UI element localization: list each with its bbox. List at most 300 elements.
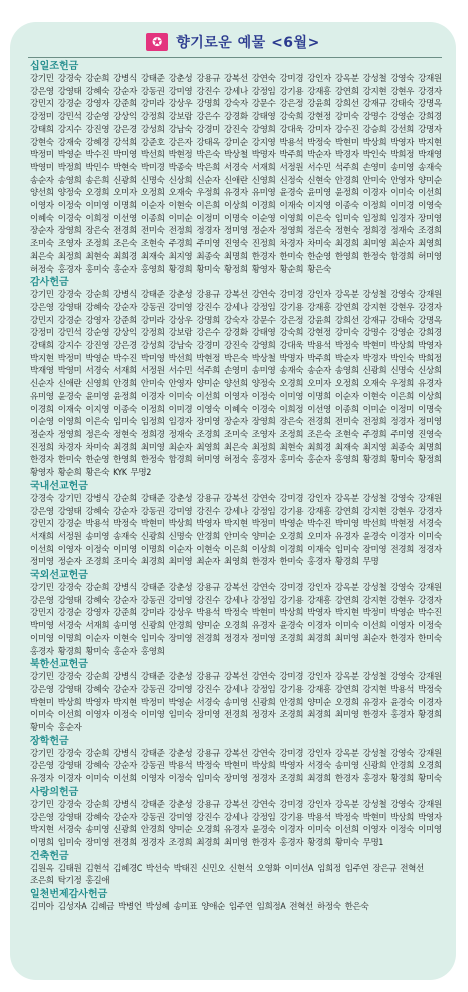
donor-name: 강옥분 [334,672,359,683]
donor-name: 강경화 [224,112,248,123]
donor-name: 강인자 [307,583,331,594]
donor-name: 강대욱 [279,124,304,135]
donor-name: 박영미 [57,366,82,377]
donor-name: 강경순 [57,519,82,530]
donor-name: 김미아 [30,902,54,913]
donor-name: 박주희 [307,353,331,364]
donor-name: 박영자 [85,697,110,708]
donor-name: 박용석 [168,761,193,772]
donor-name: 박지현 [418,137,442,148]
donor-name: 유경자 [418,379,442,390]
donor-name: 양선희 [30,188,54,199]
donor-name: 윤정희 [113,391,137,402]
donor-name: 강진수 [196,506,221,517]
donor-name: 강미영 [168,302,193,313]
donor-name: 강경순 [57,99,82,110]
section-heading: 국외선교헌금 [30,570,88,582]
donor-name: 강옥분 [334,493,359,504]
donor-name: 박정숙 [307,137,331,148]
donor-name: 강미영 [168,812,193,823]
donor-name: 서재희 [113,366,137,377]
donor-name: 박정희 [57,162,82,173]
donor-name: 진영숙 [418,429,442,440]
donor-name: 우정희 [196,188,221,199]
donor-name: 정경자 [390,417,415,428]
donor-name: 강춘성 [168,748,193,759]
donor-name: 양미순 [168,825,193,836]
donor-name: 이지영 [85,404,110,415]
donor-name: 박병언 [118,902,142,913]
donor-name: 강미영 [168,684,193,695]
donor-name: 이경숙 [57,213,82,224]
donor-name: 정현숙 [113,429,137,440]
donor-name: 이은희 [390,391,415,402]
donor-name: 강태희 [30,341,54,352]
donor-name: 이경자 [307,621,331,632]
donor-name: 박은숙 [224,353,248,364]
donor-name: 박미영 [334,519,359,530]
donor-name: 박정숙 [224,608,248,619]
donor-name: 강경숙 [57,583,82,594]
donor-name: 조현숙 [140,239,165,250]
donor-name: 최종숙 [196,251,221,262]
donor-name: 강재흥 [307,86,331,97]
donor-name: 황미숙 [30,723,54,734]
donor-name: 강민지 [30,315,54,326]
donor-name: 강영숙 [390,748,415,759]
donor-name: 최미영 [224,837,248,848]
donor-name: 강명수 [362,328,387,339]
donor-name: 강재원 [418,748,442,759]
donor-name: 강재원 [418,799,442,810]
donor-name: 강대욱 [279,341,304,352]
donor-name: 전혁선 [289,902,313,913]
donor-name: 서경숙 [418,519,442,530]
donor-name: 최명희 [224,251,248,262]
donor-name: 신상희 [418,366,442,377]
donor-name: 박영순 [168,697,193,708]
donor-name: 최미영 [168,557,193,568]
donor-name: 서재희 [85,621,110,632]
donor-name: 정순자 [30,429,54,440]
donor-name: 강병식 [113,672,137,683]
donor-name: 강재흥 [307,302,331,313]
donor-name: 강현우 [390,595,415,606]
donor-name: 강인자 [307,493,331,504]
donor-name: 홍경자 [390,710,415,721]
donor-name: 이경자 [57,774,82,785]
donor-name: 강춘성 [168,74,193,84]
donor-name: 임정희 [140,417,165,428]
donor-name: 강진수 [196,302,221,313]
donor-name: 임희정 [317,863,341,874]
donor-name: 황은숙 [307,264,331,275]
donor-name: 박정미 [30,150,54,161]
donor-name: 안미숙 [362,175,387,186]
donor-name: 강연희 [334,506,359,517]
donor-name: 강순희 [85,672,110,683]
donor-name: 박정미 [57,353,82,364]
donor-name: 강연숙 [251,290,276,301]
donor-name: 최은숙 [30,251,54,262]
donor-name: 강재규 [362,99,387,110]
donor-name: 조정희 [279,429,304,440]
donor-name: 박지현 [334,608,359,619]
donor-name: 이미순 [168,213,193,224]
donor-name: 한경자 [251,557,276,568]
donor-name: 강순자 [113,302,137,313]
donor-name: 강영숙 [390,672,415,683]
donor-name: 송영희 [334,366,359,377]
donor-name: 임미숙 [113,417,137,428]
donor-name: 강세나 [224,302,248,313]
donor-name: 강은영 [30,761,54,772]
donor-name: 강재원 [418,74,442,84]
donor-name: 차경자 [279,239,304,250]
donor-name: 장미영 [224,774,248,785]
donor-name: 안경희 [279,697,304,708]
donor-name: 이상희 [251,544,276,555]
donor-name: 이정숙 [57,201,82,212]
donor-name: 신광희 [140,531,165,542]
donor-name: 장미영 [196,417,221,428]
donor-name: 강용규 [196,672,221,683]
donor-name: 강태영 [251,328,276,339]
donor-name: 강은수 [196,112,221,123]
donor-name: 강동권 [140,761,165,772]
donor-name: 서수민 [307,162,331,173]
donor-name: 오미자 [307,531,331,542]
donor-name: 서경숙 [57,825,82,836]
donor-name: 박정숙 [418,684,442,695]
donor-name: 박인숙 [362,150,387,161]
donor-name: 강지현 [362,684,387,695]
donor-name: 강경순 [57,608,82,619]
donor-name: 강용규 [196,74,221,84]
donor-name: 이경희 [279,544,304,555]
donor-name: 전정희 [362,417,387,428]
donor-name: 무명1 [362,837,383,848]
donor-name: 강병식 [113,583,137,594]
section-heading: 국내선교헌금 [30,480,88,492]
donor-name-list [30,493,448,569]
donor-name: 이선영 [113,213,137,224]
donor-name: 강연숙 [251,799,276,810]
donor-name: 최은숙 [224,442,248,453]
donor-name: 황경희 [307,837,331,848]
donor-name: 유경자 [334,531,359,542]
donor-name: 홍순자 [307,455,331,466]
donor-name: 강명희 [196,99,221,110]
donor-name: 한정숙 [140,455,165,466]
section-heading: 십일조헌금 [30,61,79,72]
donor-name: 이미영 [113,544,137,555]
donor-name: 강현정 [307,112,331,123]
donor-name: 정미영 [418,417,442,428]
donor-name: 김태원 [57,863,82,874]
donor-name: 박선희 [140,150,165,161]
donor-name: 한미숙 [57,455,82,466]
donor-name: 강태옥 [196,137,221,148]
donor-name: 임정희 [362,213,387,224]
donor-name: 한순영 [85,455,110,466]
donor-name: 정희경 [140,429,165,440]
donor-name: 강영태 [57,812,82,823]
donor-name: 김현석 [85,863,110,874]
donor-name: 강영숙 [390,799,415,810]
donor-name: 이명희 [57,633,82,644]
donor-name: 서경숙 [307,761,331,772]
donor-name: 강은정 [279,315,304,326]
donor-name: 박상희 [168,519,193,530]
donor-name: 이미영 [279,391,304,402]
donor-name: 강은영 [30,684,54,695]
donor-name: 안미숙 [224,531,248,542]
donor-name: 홍경자 [57,264,82,275]
donor-name: 석주희 [334,162,359,173]
donor-name: 윤경숙 [279,621,304,632]
donor-name: 강병식 [113,799,137,810]
donor-name: 강정희 [140,328,165,339]
donor-name: 강숙희 [279,328,304,339]
donor-name: 조영자 [57,239,82,250]
donor-name: 이순자 [85,633,110,644]
donor-name: 강정미 [30,112,54,123]
donor-name: 황정희 [224,264,248,275]
donor-name: 강경자 [418,595,442,606]
donor-name: 송미영 [85,531,110,542]
donor-name: 홍미숙 [279,455,304,466]
donor-name: 이경자 [140,391,165,402]
donor-name: 강혜경 [85,137,110,148]
donor-name: 강인자 [307,290,331,301]
donor-name: 강영숙 [390,74,415,84]
donor-name: 양선희 [224,379,248,390]
donor-name: 강은영 [30,812,54,823]
donor-name: 강진숙 [224,341,248,352]
donor-name: 이미영 [140,710,165,721]
donor-name: 안경희 [196,531,221,542]
donor-name: 강성철 [362,799,387,810]
donor-name: 강경숙 [57,672,82,683]
donor-name: 유경자 [224,188,248,199]
title-divider [28,57,442,58]
donor-name: 강정임 [251,684,276,695]
donor-name: 강문수 [251,99,276,110]
donor-name: 전혁선 [400,863,424,874]
donor-name: 주경희 [168,239,193,250]
donor-name: 강병식 [113,748,137,759]
donor-name: 박상희 [279,608,304,619]
donor-name: 황경희 [334,557,359,568]
donor-name: 강동권 [140,506,165,517]
donor-name: 강춘성 [168,799,193,810]
donor-name: 최순자 [362,633,387,644]
donor-name: 주미영 [390,429,415,440]
donor-name: 홍순자 [113,646,137,657]
donor-name: 강기민 [30,290,54,301]
donor-name: 양미순 [418,175,442,186]
donor-name: 최명희 [418,442,442,453]
section-heading: 북한선교헌금 [30,659,88,671]
donor-name: 강민석 [57,112,82,123]
donor-name: 박정숙 [334,341,359,352]
donor-name: 최정희 [251,442,276,453]
donor-name: 강영태 [57,761,82,772]
donor-name: 오경희 [279,379,304,390]
donor-name: 강은영 [30,595,54,606]
donor-name: 강영태 [57,684,82,695]
donor-name-list [30,289,448,480]
donor-name: 박정숙 [334,812,359,823]
donor-name: 이혜숙 [224,404,248,415]
donor-name: 강재원 [418,672,442,683]
donor-name: 박정숙 [113,519,137,530]
donor-name: 임희정A [256,902,286,913]
donor-name: 강은영 [30,302,54,313]
donor-name: 강순자 [113,595,137,606]
donor-name: 강세나 [224,506,248,517]
donor-name: 강기민 [30,672,54,683]
donor-name: 강경숙 [57,290,82,301]
donor-name: 강미라 [140,99,165,110]
donor-name: 박상희 [251,761,276,772]
donor-name: 한경자 [251,251,276,262]
donor-name: 박영자 [279,761,304,772]
donor-name: 주경희 [362,429,387,440]
donor-name: 송미영 [113,621,137,632]
donor-name: 강경자 [418,302,442,313]
donor-name: 박수진 [307,519,331,530]
donor-name: 오경희 [418,761,442,772]
donor-name: 최경희 [196,837,221,848]
donor-name: 강미라 [140,608,165,619]
donor-name: 황경희 [362,455,387,466]
donor-name: 강순희 [85,799,110,810]
donor-name: 최영희 [196,442,221,453]
donor-name: 강상익 [113,112,137,123]
donor-name: 장영희 [57,226,82,237]
donor-name: 박용석 [307,341,331,352]
section-heading: 건축헌금 [30,850,69,862]
donor-name: 전경희 [113,837,137,848]
donor-name: 강민지 [30,608,54,619]
donor-name: 박경자 [334,150,359,161]
donor-name: 강승희 [362,124,387,135]
donor-name: 강태준 [140,672,165,683]
donor-name: 박현숙 [113,162,137,173]
donor-name: 서정원 [279,162,304,173]
donor-name: 박은희 [196,162,221,173]
donor-name: 이순자 [334,391,359,402]
donor-name: 이순자 [168,544,193,555]
donor-name: 박현미 [362,341,387,352]
donor-name: 강복선 [224,583,248,594]
donor-name: 홍경자 [362,774,387,785]
donor-name: 전미숙 [334,417,359,428]
donor-name: 임경자 [168,417,193,428]
donor-name: 임경자 [390,213,415,224]
donor-name: 서경숙 [85,366,110,377]
donor-name: 신광희 [140,621,165,632]
donor-name: 한영희 [334,251,359,262]
donor-name: 유미영 [30,391,54,402]
donor-name: 우정희 [390,379,415,390]
donor-name: 강준호 [140,137,165,148]
donor-name: 신애란 [57,379,82,390]
donor-name: 양정숙 [251,379,276,390]
donor-name: 유경자 [362,697,387,708]
donor-name: 이경자 [279,825,304,836]
donor-name: 강춘성 [168,672,193,683]
donor-name: 김원옥 [30,863,54,874]
donor-name: 이종희 [334,404,359,415]
donor-name: 최경희 [140,557,165,568]
donor-name: 강순자 [113,684,137,695]
donor-name: 허정숙 [30,264,54,275]
donor-name: 안경희 [390,761,415,772]
donor-name: 이미경 [390,201,415,212]
donor-name: 강순희 [85,583,110,594]
donor-name: 박영순 [57,150,82,161]
section-heading: 사랑의헌금 [30,786,79,798]
donor-name: 임미숙 [168,710,193,721]
donor-name: 강준희 [113,608,137,619]
section-heading: 장학헌금 [30,735,69,747]
donor-name: 정경자 [418,544,442,555]
donor-name: 박은숙 [196,150,221,161]
donor-name: 조경희 [418,226,442,237]
donor-name: 박영순 [279,519,304,530]
donor-name: 임미숙 [140,633,165,644]
donor-name: 안영자 [390,175,415,186]
donor-name: 조경희 [279,710,304,721]
donor-name: 강혜숙 [85,86,110,97]
donor-name: 이선영 [307,404,331,415]
donor-name: 황정희 [418,455,442,466]
ribbon-icon: ✪ [146,33,168,51]
donor-name: 이순영 [30,417,54,428]
donor-name: 최지영 [362,442,387,453]
donor-name: 홍영희 [334,455,359,466]
donor-name: 강병식 [113,74,137,84]
donor-name: 이영자 [57,544,82,555]
donor-name: 강민지 [30,519,54,530]
section-heading: 감사헌금 [30,277,69,289]
donor-name: 강미경 [279,799,304,810]
donor-name: 이희정 [85,213,110,224]
donor-name: 강기용 [279,595,304,606]
donor-name: 황경희 [168,264,193,275]
donor-name: 송영희 [57,175,82,186]
donor-name: 이선희 [418,188,442,199]
donor-name: 이미영 [418,825,442,836]
donor-name: 강성철 [362,74,387,84]
donor-name: 박수진 [113,353,137,364]
donor-name: 정재숙 [390,226,415,237]
donor-name: 강남숙 [168,341,193,352]
donor-name: 송재숙 [279,366,304,377]
donor-name: 송은희 [85,175,110,186]
donor-name: 강연숙 [251,493,276,504]
donor-name: 윤정희 [334,188,359,199]
donor-name: 장은규 [372,863,397,874]
donor-name: 강지현 [362,595,387,606]
donor-name: 박지현 [30,825,54,836]
donor-name: 장영희 [251,417,276,428]
page-title: 향기로운 예물 <6월> [176,35,320,51]
donor-name: 탁기정 [57,876,82,887]
